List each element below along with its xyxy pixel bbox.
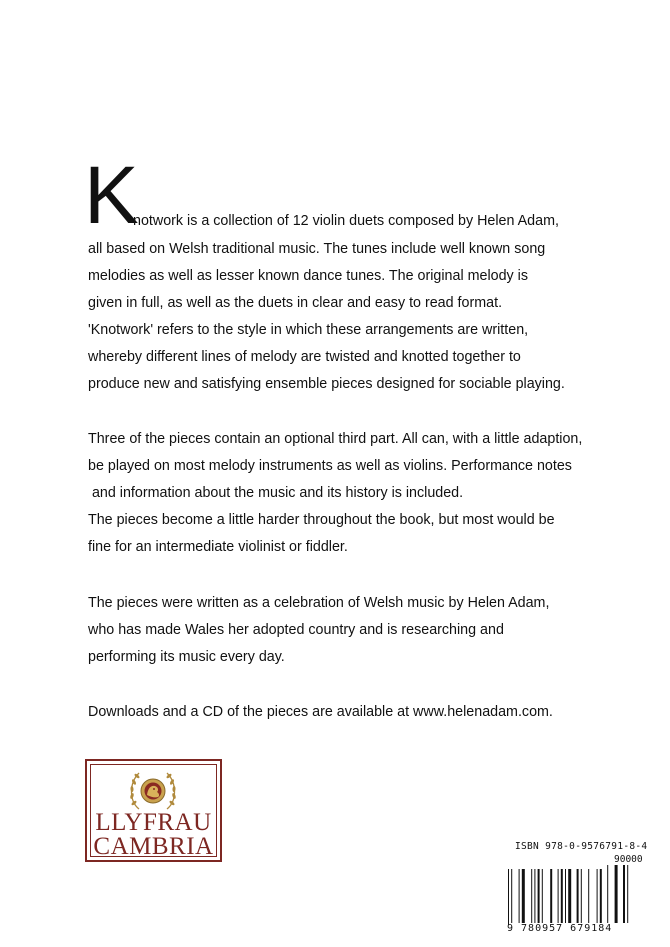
barcode-bars	[507, 865, 657, 925]
logo-text-line1: LLYFRAU	[95, 809, 212, 836]
barcode-bar	[542, 869, 543, 923]
isbn-label: ISBN 978-0-9576791-8-4	[515, 841, 648, 852]
barcode-bar	[588, 869, 589, 923]
text-line: melodies as well as lesser known dance tunes. The original melody is	[88, 268, 528, 284]
barcode-bar	[538, 869, 540, 923]
barcode-bar	[615, 865, 618, 923]
text-line: who has made Wales her adopted country and is researching and	[88, 622, 504, 638]
barcode-bar	[558, 869, 559, 923]
isbn-barcode	[507, 841, 657, 937]
text-line: The pieces become a little harder throughout the book, but most would be	[88, 512, 555, 528]
barcode-bar	[534, 869, 535, 923]
text-line: fine for an intermediate violinist or fiddler.	[88, 539, 348, 555]
barcode-bar	[519, 869, 520, 923]
addon-number: 90000	[614, 854, 643, 865]
text-line: whereby different lines of melody are twisted and knotted together to	[88, 349, 521, 365]
publisher-logo	[85, 759, 222, 862]
barcode-bar	[597, 869, 598, 923]
text-line: performing its music every day.	[88, 649, 285, 665]
barcode-bar	[565, 869, 566, 923]
text-line: notwork is a collection of 12 violin duets composed by Helen Adam,	[133, 213, 559, 229]
barcode-bar	[600, 869, 602, 923]
barcode-bar	[607, 865, 608, 923]
lion-crest-icon	[125, 765, 181, 815]
text-line: The pieces were written as a celebration of Welsh music by Helen Adam,	[88, 595, 550, 611]
text-line: all based on Welsh traditional music. The tunes include well known song	[88, 241, 546, 257]
text-line: 'Knotwork' refers to the style in which these arrangements are written,	[88, 322, 529, 338]
barcode-bar	[581, 869, 582, 923]
barcode-bar	[511, 869, 512, 923]
text-line: produce new and satisfying ensemble pieces designed for sociable playing.	[88, 376, 565, 392]
barcode-bar	[568, 869, 571, 923]
logo-text-line2: CAMBRIA	[93, 833, 214, 860]
barcode-bar	[508, 869, 509, 925]
barcode-bar	[623, 865, 625, 923]
barcode-bar	[550, 869, 552, 923]
ean-number: 9 780957 679184	[507, 923, 613, 934]
barcode-bar	[561, 869, 563, 923]
barcode-bar	[627, 865, 628, 923]
barcode-bar	[531, 869, 532, 923]
text-line: given in full, as well as the duets in clear and easy to read format.	[88, 295, 503, 311]
drop-cap: K	[84, 150, 139, 241]
barcode-bar	[522, 869, 525, 923]
barcode-bar	[577, 869, 579, 923]
text-line: and information about the music and its history is included.	[88, 485, 464, 501]
text-line: Downloads and a CD of the pieces are available at www.helenadam.com.	[88, 704, 553, 720]
text-line: Three of the pieces contain an optional third part. All can, with a little adaption,	[88, 431, 583, 447]
text-line: be played on most melody instruments as well as violins. Performance notes	[88, 458, 572, 474]
